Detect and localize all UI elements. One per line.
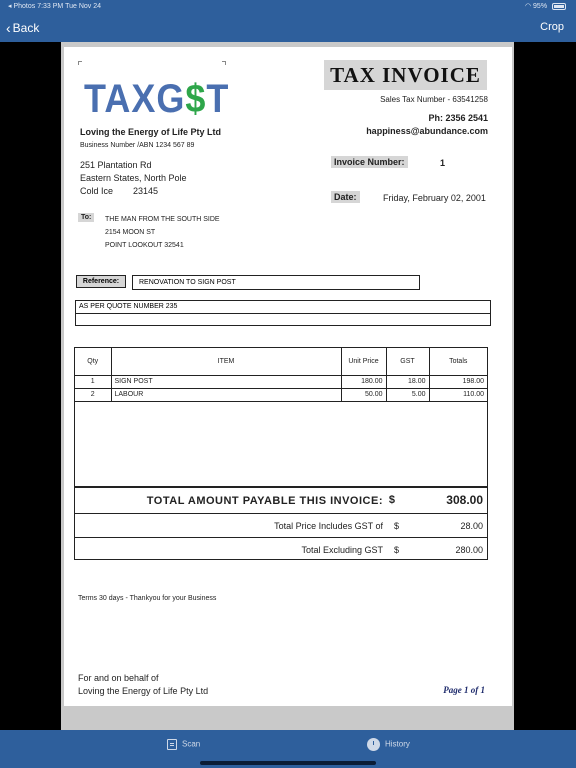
logo-dollar: $ bbox=[185, 75, 207, 121]
reference-value: RENOVATION TO SIGN POST bbox=[132, 275, 420, 290]
totals-box bbox=[74, 487, 488, 560]
total-payable-label: TOTAL AMOUNT PAYABLE THIS INVOICE: bbox=[146, 495, 383, 507]
total-payable-currency: $ bbox=[388, 494, 395, 506]
status-right bbox=[525, 2, 566, 10]
battery-icon bbox=[552, 3, 566, 10]
invoice-title: TAX INVOICE bbox=[324, 60, 487, 90]
sales-tax-number: Sales Tax Number - 63541258 bbox=[380, 95, 488, 104]
address-line-1: 251 Plantation Rd bbox=[80, 160, 152, 170]
row-item: SIGN POST bbox=[111, 375, 341, 388]
home-indicator bbox=[200, 761, 376, 765]
quote-note: AS PER QUOTE NUMBER 235 bbox=[79, 303, 178, 310]
business-number: Business Number /ABN 1234 567 89 bbox=[80, 142, 195, 149]
row-total: 198.00 bbox=[429, 375, 487, 388]
tab-scan-label: Scan bbox=[182, 739, 201, 749]
behalf-line-1: For and on behalf of bbox=[78, 673, 159, 683]
line-items-table bbox=[74, 347, 488, 487]
history-icon bbox=[367, 738, 380, 751]
logo-text-post: T bbox=[206, 75, 230, 121]
email: happiness@abundance.com bbox=[366, 126, 488, 136]
address-line-3: Cold Ice 23145 bbox=[80, 186, 159, 196]
excl-gst-currency: $ bbox=[393, 545, 399, 555]
back-label: Back bbox=[12, 21, 40, 35]
row-gst: 18.00 bbox=[386, 375, 429, 388]
wifi-icon: ◠ bbox=[524, 3, 534, 10]
crop-button[interactable]: Crop bbox=[540, 21, 564, 33]
column-header-unit-price: Unit Price bbox=[341, 348, 386, 375]
tab-scan[interactable] bbox=[167, 739, 200, 750]
invoice-number-label: Invoice Number: bbox=[331, 156, 408, 168]
divider bbox=[76, 313, 490, 314]
excl-gst-label: Total Excluding GST bbox=[301, 545, 383, 555]
table-header-row bbox=[75, 348, 487, 375]
company-name: Loving the Energy of Life Pty Ltd bbox=[80, 127, 222, 137]
tab-history[interactable] bbox=[367, 738, 410, 751]
status-bar bbox=[0, 0, 576, 12]
row-qty: 1 bbox=[75, 375, 111, 388]
table-row bbox=[75, 388, 487, 401]
behalf-line-2: Loving the Energy of Life Pty Ltd bbox=[78, 686, 209, 696]
column-header-item: ITEM bbox=[111, 348, 341, 375]
document-preview bbox=[0, 42, 576, 730]
row-qty: 2 bbox=[75, 388, 111, 401]
navigation-bar bbox=[0, 0, 576, 42]
invoice-page bbox=[64, 47, 512, 706]
tab-history-label: History bbox=[385, 739, 410, 749]
back-button[interactable] bbox=[6, 19, 39, 35]
gst-included-currency: $ bbox=[393, 521, 399, 531]
quote-note-box bbox=[75, 300, 491, 326]
taxgst-logo bbox=[84, 76, 229, 122]
scan-icon bbox=[167, 739, 177, 750]
excl-gst-row bbox=[75, 538, 487, 560]
status-left-text: ◂ Photos 7:33 PM Tue Nov 24 bbox=[8, 3, 102, 10]
phone: Ph: 2356 2541 bbox=[428, 113, 488, 123]
chevron-left-icon: ‹ bbox=[6, 20, 11, 36]
row-total: 110.00 bbox=[429, 388, 487, 401]
logo-text-pre: TAXG bbox=[84, 75, 186, 121]
row-unit-price: 180.00 bbox=[341, 375, 386, 388]
column-header-gst: GST bbox=[386, 348, 429, 375]
payment-terms: Terms 30 days - Thankyou for your Business bbox=[78, 595, 217, 602]
total-payable-value: 308.00 bbox=[446, 493, 483, 507]
row-gst: 5.00 bbox=[386, 388, 429, 401]
column-header-totals: Totals bbox=[429, 348, 487, 375]
page-number: Page 1 of 1 bbox=[443, 685, 485, 695]
invoice-date: Friday, February 02, 2001 bbox=[383, 193, 486, 203]
date-label: Date: bbox=[331, 191, 360, 203]
to-label: To: bbox=[78, 213, 94, 222]
invoice-number: 1 bbox=[440, 158, 446, 168]
recipient-line-3: POINT LOOKOUT 32541 bbox=[105, 242, 184, 249]
reference-label: Reference: bbox=[76, 275, 126, 288]
gst-included-row bbox=[75, 514, 487, 538]
row-unit-price: 50.00 bbox=[341, 388, 386, 401]
gst-included-label: Total Price Includes GST of bbox=[274, 521, 383, 531]
tab-bar bbox=[0, 730, 576, 768]
column-header-qty: Qty bbox=[75, 348, 111, 375]
logo-crop-mark bbox=[78, 61, 82, 65]
excl-gst-value: 280.00 bbox=[455, 545, 483, 555]
logo-crop-mark bbox=[222, 61, 226, 65]
scan-frame bbox=[61, 42, 514, 730]
gst-included-value: 28.00 bbox=[460, 521, 483, 531]
battery-percent: 95% bbox=[533, 3, 548, 10]
recipient-line-1: THE MAN FROM THE SOUTH SIDE bbox=[105, 216, 220, 223]
table-row bbox=[75, 375, 487, 388]
total-payable-row bbox=[75, 488, 487, 514]
address-line-2: Eastern States, North Pole bbox=[80, 173, 187, 183]
recipient-line-2: 2154 MOON ST bbox=[105, 229, 156, 236]
row-item: LABOUR bbox=[111, 388, 341, 401]
